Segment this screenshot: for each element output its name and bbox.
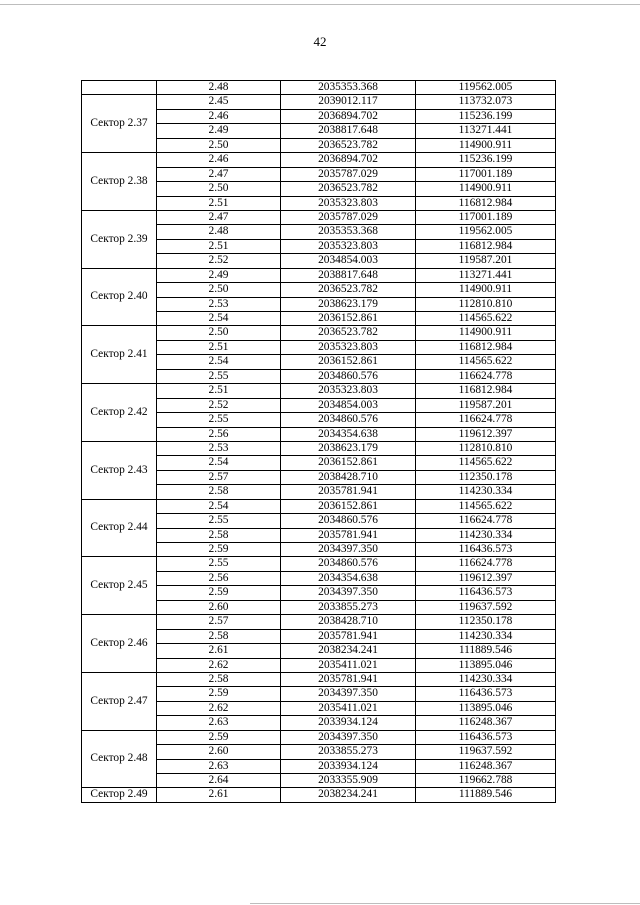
sector-cell: Сектор 2.46 (82, 615, 157, 673)
x-coordinate-cell: 2036894.702 (281, 109, 416, 123)
y-coordinate-cell: 111889.546 (416, 788, 556, 802)
table-row (82, 672, 556, 686)
table-row (82, 615, 556, 629)
point-number-cell: 2.57 (157, 615, 281, 629)
point-number-cell: 2.64 (157, 774, 281, 788)
table-row (82, 81, 556, 95)
point-number-cell: 2.59 (157, 687, 281, 701)
point-number-cell: 2.45 (157, 95, 281, 109)
point-number-cell: 2.56 (157, 571, 281, 585)
x-coordinate-cell: 2035781.941 (281, 672, 416, 686)
point-number-cell: 2.47 (157, 167, 281, 181)
y-coordinate-cell: 116436.573 (416, 543, 556, 557)
y-coordinate-cell: 113271.441 (416, 268, 556, 282)
x-coordinate-cell: 2034397.350 (281, 687, 416, 701)
x-coordinate-cell: 2034860.576 (281, 369, 416, 383)
sector-cell: Сектор 2.42 (82, 384, 157, 442)
sector-cell: Сектор 2.37 (82, 95, 157, 153)
y-coordinate-cell: 115236.199 (416, 109, 556, 123)
point-number-cell: 2.48 (157, 81, 281, 95)
point-number-cell: 2.50 (157, 138, 281, 152)
y-coordinate-cell: 116436.573 (416, 730, 556, 744)
y-coordinate-cell: 114230.334 (416, 528, 556, 542)
y-coordinate-cell: 119562.005 (416, 225, 556, 239)
y-coordinate-cell: 113271.441 (416, 124, 556, 138)
x-coordinate-cell: 2038623.179 (281, 441, 416, 455)
point-number-cell: 2.60 (157, 745, 281, 759)
sector-cell: Сектор 2.38 (82, 153, 157, 211)
y-coordinate-cell: 114900.911 (416, 182, 556, 196)
table-row (82, 153, 556, 167)
y-coordinate-cell: 116624.778 (416, 369, 556, 383)
x-coordinate-cell: 2035323.803 (281, 340, 416, 354)
x-coordinate-cell: 2034860.576 (281, 413, 416, 427)
x-coordinate-cell: 2038428.710 (281, 470, 416, 484)
table-row (82, 441, 556, 455)
point-number-cell: 2.53 (157, 441, 281, 455)
point-number-cell: 2.50 (157, 182, 281, 196)
y-coordinate-cell: 114565.622 (416, 312, 556, 326)
sector-cell: Сектор 2.43 (82, 441, 157, 499)
y-coordinate-cell: 114565.622 (416, 499, 556, 513)
point-number-cell: 2.51 (157, 340, 281, 354)
point-number-cell: 2.54 (157, 355, 281, 369)
point-number-cell: 2.46 (157, 109, 281, 123)
y-coordinate-cell: 116812.984 (416, 384, 556, 398)
y-coordinate-cell: 119612.397 (416, 571, 556, 585)
point-number-cell: 2.58 (157, 528, 281, 542)
x-coordinate-cell: 2034854.003 (281, 254, 416, 268)
point-number-cell: 2.50 (157, 283, 281, 297)
point-number-cell: 2.63 (157, 716, 281, 730)
y-coordinate-cell: 114230.334 (416, 629, 556, 643)
point-number-cell: 2.54 (157, 456, 281, 470)
y-coordinate-cell: 116248.367 (416, 759, 556, 773)
point-number-cell: 2.61 (157, 644, 281, 658)
x-coordinate-cell: 2034397.350 (281, 730, 416, 744)
y-coordinate-cell: 117001.189 (416, 210, 556, 224)
x-coordinate-cell: 2034354.638 (281, 427, 416, 441)
y-coordinate-cell: 114565.622 (416, 456, 556, 470)
x-coordinate-cell: 2036523.782 (281, 283, 416, 297)
x-coordinate-cell: 2035787.029 (281, 210, 416, 224)
x-coordinate-cell: 2038817.648 (281, 268, 416, 282)
point-number-cell: 2.55 (157, 369, 281, 383)
x-coordinate-cell: 2035353.368 (281, 81, 416, 95)
sector-cell: Сектор 2.39 (82, 210, 157, 268)
y-coordinate-cell: 112350.178 (416, 470, 556, 484)
x-coordinate-cell: 2034397.350 (281, 543, 416, 557)
x-coordinate-cell: 2038234.241 (281, 644, 416, 658)
x-coordinate-cell: 2035781.941 (281, 528, 416, 542)
x-coordinate-cell: 2035787.029 (281, 167, 416, 181)
point-number-cell: 2.54 (157, 312, 281, 326)
y-coordinate-cell: 116812.984 (416, 239, 556, 253)
table-row (82, 95, 556, 109)
point-number-cell: 2.57 (157, 470, 281, 484)
y-coordinate-cell: 113895.046 (416, 701, 556, 715)
x-coordinate-cell: 2034354.638 (281, 571, 416, 585)
table-row (82, 499, 556, 513)
sector-cell: Сектор 2.48 (82, 730, 157, 788)
point-number-cell: 2.54 (157, 499, 281, 513)
y-coordinate-cell: 116624.778 (416, 557, 556, 571)
y-coordinate-cell: 119637.592 (416, 600, 556, 614)
y-coordinate-cell: 114230.334 (416, 485, 556, 499)
y-coordinate-cell: 116812.984 (416, 196, 556, 210)
point-number-cell: 2.55 (157, 413, 281, 427)
table-row (82, 326, 556, 340)
y-coordinate-cell: 114230.334 (416, 672, 556, 686)
point-number-cell: 2.50 (157, 326, 281, 340)
y-coordinate-cell: 116436.573 (416, 586, 556, 600)
point-number-cell: 2.59 (157, 730, 281, 744)
x-coordinate-cell: 2036152.861 (281, 312, 416, 326)
x-coordinate-cell: 2034854.003 (281, 398, 416, 412)
point-number-cell: 2.60 (157, 600, 281, 614)
coordinates-table-body (82, 81, 556, 803)
y-coordinate-cell: 119662.788 (416, 774, 556, 788)
point-number-cell: 2.47 (157, 210, 281, 224)
y-coordinate-cell: 112810.810 (416, 441, 556, 455)
point-number-cell: 2.55 (157, 514, 281, 528)
point-number-cell: 2.58 (157, 672, 281, 686)
x-coordinate-cell: 2034397.350 (281, 586, 416, 600)
x-coordinate-cell: 2038817.648 (281, 124, 416, 138)
point-number-cell: 2.52 (157, 254, 281, 268)
point-number-cell: 2.49 (157, 124, 281, 138)
point-number-cell: 2.49 (157, 268, 281, 282)
x-coordinate-cell: 2033855.273 (281, 745, 416, 759)
coordinates-table (81, 80, 556, 803)
y-coordinate-cell: 114565.622 (416, 355, 556, 369)
point-number-cell: 2.53 (157, 297, 281, 311)
x-coordinate-cell: 2036894.702 (281, 153, 416, 167)
point-number-cell: 2.58 (157, 629, 281, 643)
x-coordinate-cell: 2038623.179 (281, 297, 416, 311)
sector-cell: Сектор 2.44 (82, 499, 157, 557)
x-coordinate-cell: 2034860.576 (281, 557, 416, 571)
sector-cell: Сектор 2.40 (82, 268, 157, 326)
page-number: 42 (313, 34, 327, 49)
x-coordinate-cell: 2035353.368 (281, 225, 416, 239)
point-number-cell: 2.61 (157, 788, 281, 802)
y-coordinate-cell: 119612.397 (416, 427, 556, 441)
x-coordinate-cell: 2036152.861 (281, 456, 416, 470)
y-coordinate-cell: 119637.592 (416, 745, 556, 759)
point-number-cell: 2.58 (157, 485, 281, 499)
table-row (82, 788, 556, 802)
y-coordinate-cell: 113895.046 (416, 658, 556, 672)
bottom-rule (250, 903, 640, 904)
y-coordinate-cell: 112350.178 (416, 615, 556, 629)
table-row (82, 268, 556, 282)
y-coordinate-cell: 113732.073 (416, 95, 556, 109)
table-row (82, 384, 556, 398)
x-coordinate-cell: 2033934.124 (281, 759, 416, 773)
point-number-cell: 2.59 (157, 543, 281, 557)
y-coordinate-cell: 111889.546 (416, 644, 556, 658)
point-number-cell: 2.62 (157, 658, 281, 672)
y-coordinate-cell: 114900.911 (416, 326, 556, 340)
y-coordinate-cell: 114900.911 (416, 138, 556, 152)
x-coordinate-cell: 2036152.861 (281, 355, 416, 369)
x-coordinate-cell: 2035323.803 (281, 384, 416, 398)
y-coordinate-cell: 115236.199 (416, 153, 556, 167)
y-coordinate-cell: 116812.984 (416, 340, 556, 354)
x-coordinate-cell: 2035781.941 (281, 629, 416, 643)
point-number-cell: 2.59 (157, 586, 281, 600)
sector-cell: Сектор 2.41 (82, 326, 157, 384)
x-coordinate-cell: 2033355.909 (281, 774, 416, 788)
y-coordinate-cell: 119562.005 (416, 81, 556, 95)
x-coordinate-cell: 2035781.941 (281, 485, 416, 499)
x-coordinate-cell: 2038234.241 (281, 788, 416, 802)
table-row (82, 210, 556, 224)
point-number-cell: 2.56 (157, 427, 281, 441)
point-number-cell: 2.52 (157, 398, 281, 412)
x-coordinate-cell: 2034860.576 (281, 514, 416, 528)
table-row (82, 557, 556, 571)
x-coordinate-cell: 2035411.021 (281, 658, 416, 672)
x-coordinate-cell: 2033855.273 (281, 600, 416, 614)
top-rule (0, 4, 640, 5)
x-coordinate-cell: 2035411.021 (281, 701, 416, 715)
y-coordinate-cell: 119587.201 (416, 254, 556, 268)
x-coordinate-cell: 2038428.710 (281, 615, 416, 629)
y-coordinate-cell: 117001.189 (416, 167, 556, 181)
sector-cell: Сектор 2.49 (82, 788, 157, 802)
x-coordinate-cell: 2036523.782 (281, 182, 416, 196)
y-coordinate-cell: 116624.778 (416, 514, 556, 528)
point-number-cell: 2.55 (157, 557, 281, 571)
point-number-cell: 2.51 (157, 239, 281, 253)
sector-cell (82, 81, 157, 95)
sector-cell: Сектор 2.45 (82, 557, 157, 615)
x-coordinate-cell: 2036523.782 (281, 138, 416, 152)
sector-cell: Сектор 2.47 (82, 672, 157, 730)
x-coordinate-cell: 2036523.782 (281, 326, 416, 340)
y-coordinate-cell: 112810.810 (416, 297, 556, 311)
y-coordinate-cell: 116624.778 (416, 413, 556, 427)
point-number-cell: 2.48 (157, 225, 281, 239)
point-number-cell: 2.63 (157, 759, 281, 773)
point-number-cell: 2.51 (157, 196, 281, 210)
point-number-cell: 2.46 (157, 153, 281, 167)
y-coordinate-cell: 119587.201 (416, 398, 556, 412)
x-coordinate-cell: 2039012.117 (281, 95, 416, 109)
y-coordinate-cell: 116248.367 (416, 716, 556, 730)
point-number-cell: 2.62 (157, 701, 281, 715)
point-number-cell: 2.51 (157, 384, 281, 398)
x-coordinate-cell: 2033934.124 (281, 716, 416, 730)
table-row (82, 730, 556, 744)
x-coordinate-cell: 2035323.803 (281, 239, 416, 253)
y-coordinate-cell: 116436.573 (416, 687, 556, 701)
y-coordinate-cell: 114900.911 (416, 283, 556, 297)
x-coordinate-cell: 2035323.803 (281, 196, 416, 210)
x-coordinate-cell: 2036152.861 (281, 499, 416, 513)
